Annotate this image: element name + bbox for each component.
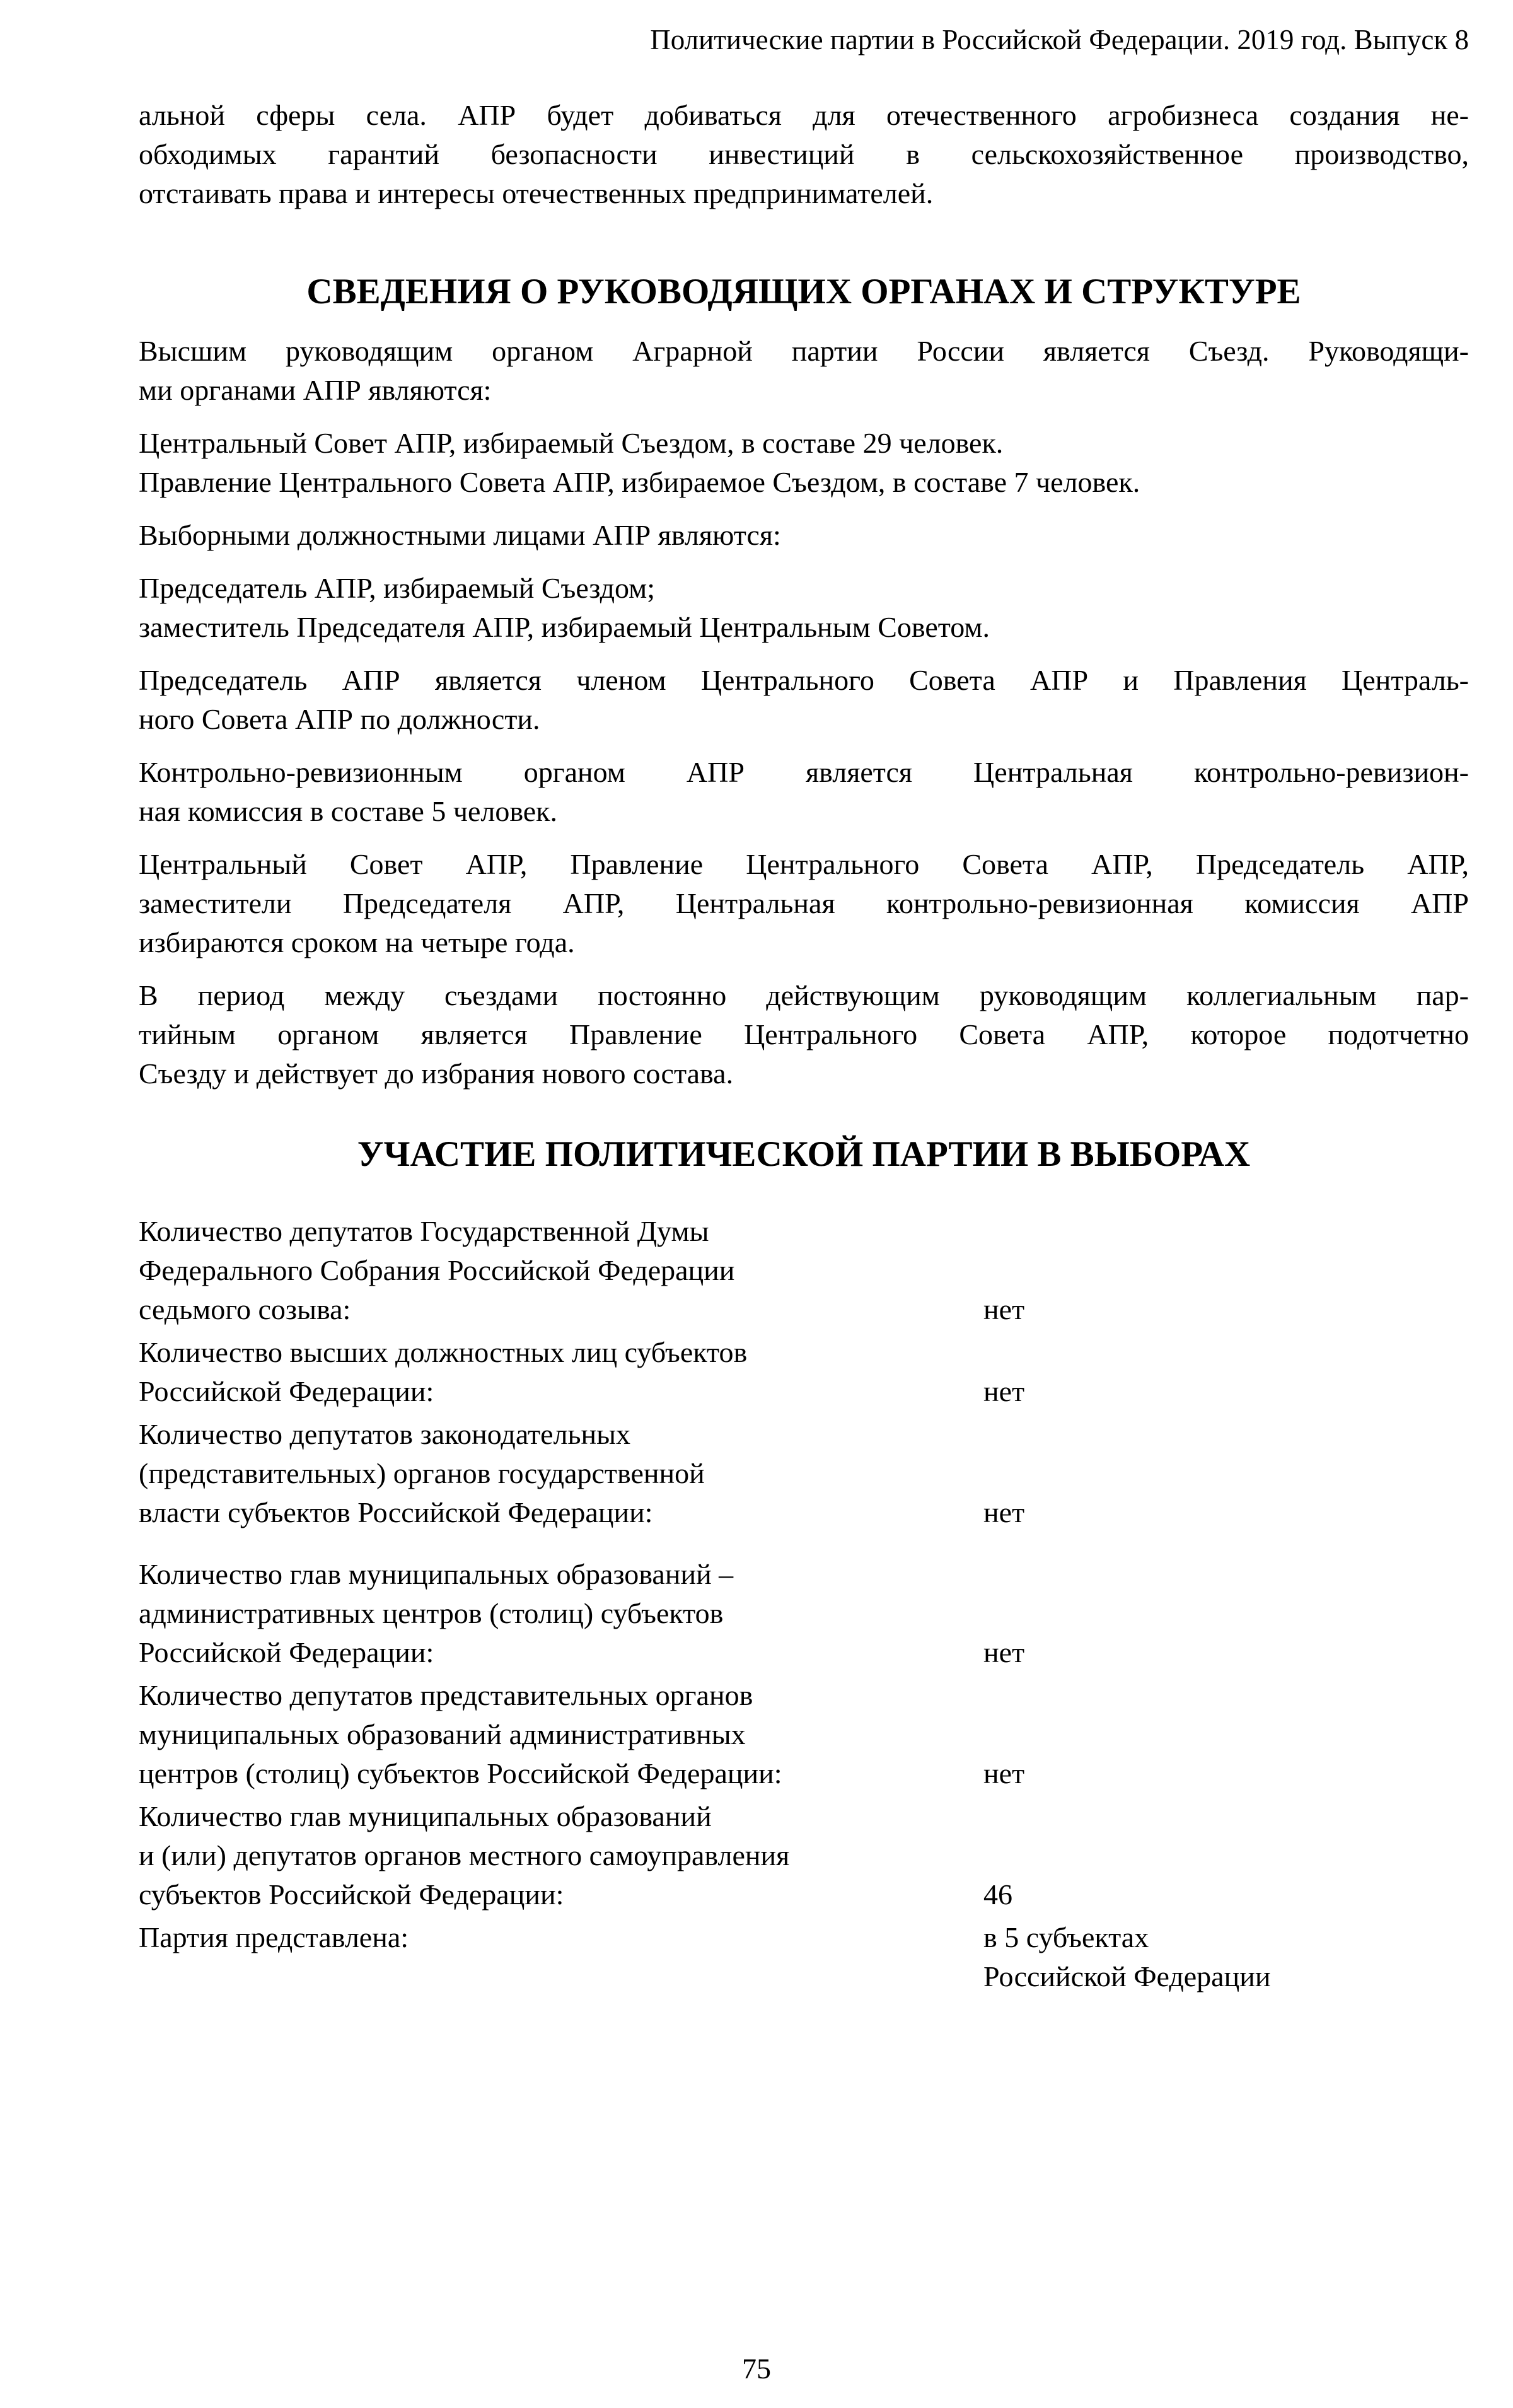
paragraph-line: ная комиссия в составе 5 человек. xyxy=(139,795,558,827)
election-item xyxy=(139,1333,1469,1411)
election-item-label-line: Количество высших должностных лиц субъектов xyxy=(139,1336,748,1368)
election-item-label-line: седьмого созыва: xyxy=(139,1293,351,1325)
election-item-label-line: административных центров (столиц) субъектов xyxy=(139,1597,724,1629)
election-item-label xyxy=(139,1918,983,1996)
election-item-label-line: центров (столиц) субъектов Российской Федерации: xyxy=(139,1757,782,1789)
paragraph xyxy=(139,424,1469,502)
paragraph-line: Съезду и действует до избрания нового состава. xyxy=(139,1057,734,1090)
election-item-label xyxy=(139,1415,983,1532)
election-item-value-line: нет xyxy=(983,1293,1025,1325)
election-item-value xyxy=(983,1918,1469,1996)
election-item-label-line: Количество депутатов представительных органов xyxy=(139,1679,753,1711)
election-items xyxy=(139,1212,1469,1996)
governing-paragraphs xyxy=(139,332,1469,1093)
paragraph-line: ми органами АПР являются: xyxy=(139,374,492,406)
election-item-label-line: Партия представлена: xyxy=(139,1921,409,1953)
paragraph-line: Контрольно-ревизионным органом АПР является Центральная контрольно-ревизион- xyxy=(139,756,1469,788)
paragraph-line: заместитель Председателя АПР, избираемый Центральным Советом. xyxy=(139,611,990,643)
election-item-label xyxy=(139,1797,983,1914)
election-item xyxy=(139,1415,1469,1532)
election-item-label xyxy=(139,1555,983,1672)
intro-line: обходимых гарантий безопасности инвестиций в сельскохозяйственное производство, xyxy=(139,138,1469,170)
election-item-value-line: нет xyxy=(983,1375,1025,1407)
election-item-label-line: Российской Федерации: xyxy=(139,1636,434,1668)
page-number: 75 xyxy=(742,2353,771,2385)
election-item-value xyxy=(983,1290,1469,1329)
paragraph-line: Председатель АПР, избираемый Съездом; xyxy=(139,572,656,604)
election-item-value-line: нет xyxy=(983,1757,1025,1789)
paragraph-line: Выборными должностными лицами АПР являются: xyxy=(139,519,781,551)
running-header: Политические партии в Российской Федерации. 2019 год. Выпуск 8 xyxy=(650,24,1469,55)
election-item-label-line: власти субъектов Российской Федерации: xyxy=(139,1496,653,1528)
election-item-value-line: нет xyxy=(983,1636,1025,1668)
election-item-value-line: нет xyxy=(983,1496,1025,1528)
paragraph-line: тийным органом является Правление Центрального Совета АПР, которое подотчетно xyxy=(139,1018,1469,1050)
election-item-value xyxy=(983,1754,1469,1793)
election-item-label xyxy=(139,1212,983,1329)
election-item-label-line: Количество депутатов Государственной Думы xyxy=(139,1215,709,1247)
paragraph xyxy=(139,845,1469,962)
paragraph-line: избираются сроком на четыре года. xyxy=(139,926,575,958)
election-item xyxy=(139,1918,1469,1996)
election-item-value-line: 46 xyxy=(983,1878,1012,1911)
section-title-elections: УЧАСТИЕ ПОЛИТИЧЕСКОЙ ПАРТИИ В ВЫБОРАХ xyxy=(357,1134,1251,1174)
election-item xyxy=(139,1676,1469,1793)
intro-line: альной сферы села. АПР будет добиваться для отечественного агробизнеса создания не- xyxy=(139,99,1469,131)
paragraph xyxy=(139,753,1469,831)
election-item-label xyxy=(139,1676,983,1793)
intro-line: отстаивать права и интересы отечественных предпринимателей. xyxy=(139,177,934,209)
paragraph-line: Центральный Совет АПР, избираемый Съездом, в составе 29 человек. xyxy=(139,427,1004,459)
election-item-value-line: Российской Федерации xyxy=(983,1960,1271,1992)
election-item xyxy=(139,1797,1469,1914)
election-item-value xyxy=(983,1493,1469,1532)
election-item-label-line: Количество глав муниципальных образований – xyxy=(139,1558,734,1590)
paragraph-line: Высшим руководящим органом Аграрной партии России является Съезд. Руководящи- xyxy=(139,335,1469,367)
paragraph-line: В период между съездами постоянно действующим руководящим коллегиальным пар- xyxy=(139,979,1469,1011)
paragraph xyxy=(139,516,1469,555)
election-item-value xyxy=(983,1875,1469,1914)
election-item xyxy=(139,1555,1469,1672)
election-item-label-line: Количество глав муниципальных образований xyxy=(139,1800,712,1832)
paragraph xyxy=(139,661,1469,739)
election-item-label-line: Количество депутатов законодательных xyxy=(139,1418,631,1450)
election-item-value xyxy=(983,1372,1469,1411)
section-title-governing: СВЕДЕНИЯ О РУКОВОДЯЩИХ ОРГАНАХ И СТРУКТУРЕ xyxy=(306,272,1301,311)
election-item-label-line: и (или) депутатов органов местного самоуправления xyxy=(139,1839,790,1871)
election-item-label-line: муниципальных образований административных xyxy=(139,1718,746,1750)
election-item-label-line: Российской Федерации: xyxy=(139,1375,434,1407)
election-item-label-line: субъектов Российской Федерации: xyxy=(139,1878,564,1911)
paragraph-line: Правление Центрального Совета АПР, избираемое Съездом, в составе 7 человек. xyxy=(139,466,1140,498)
paragraph xyxy=(139,976,1469,1093)
paragraph-line: Центральный Совет АПР, Правление Центрального Совета АПР, Председатель АПР, xyxy=(139,848,1469,880)
election-item-label-line: (представительных) органов государственной xyxy=(139,1457,705,1489)
paragraph xyxy=(139,569,1469,647)
election-item-value xyxy=(983,1633,1469,1672)
election-item-value-line: в 5 субъектах xyxy=(983,1921,1149,1953)
page-content xyxy=(139,20,1469,1996)
election-item-label-line: Федерального Собрания Российской Федерации xyxy=(139,1254,735,1286)
paragraph-line: заместители Председателя АПР, Центральная контрольно-ревизионная комиссия АПР xyxy=(139,887,1469,919)
paragraph xyxy=(139,332,1469,410)
paragraph-line: Председатель АПР является членом Центрального Совета АПР и Правления Централь- xyxy=(139,664,1469,696)
paragraph-line: ного Совета АПР по должности. xyxy=(139,703,540,735)
election-item xyxy=(139,1212,1469,1329)
intro-paragraph xyxy=(139,96,1469,213)
election-item-label xyxy=(139,1333,983,1411)
